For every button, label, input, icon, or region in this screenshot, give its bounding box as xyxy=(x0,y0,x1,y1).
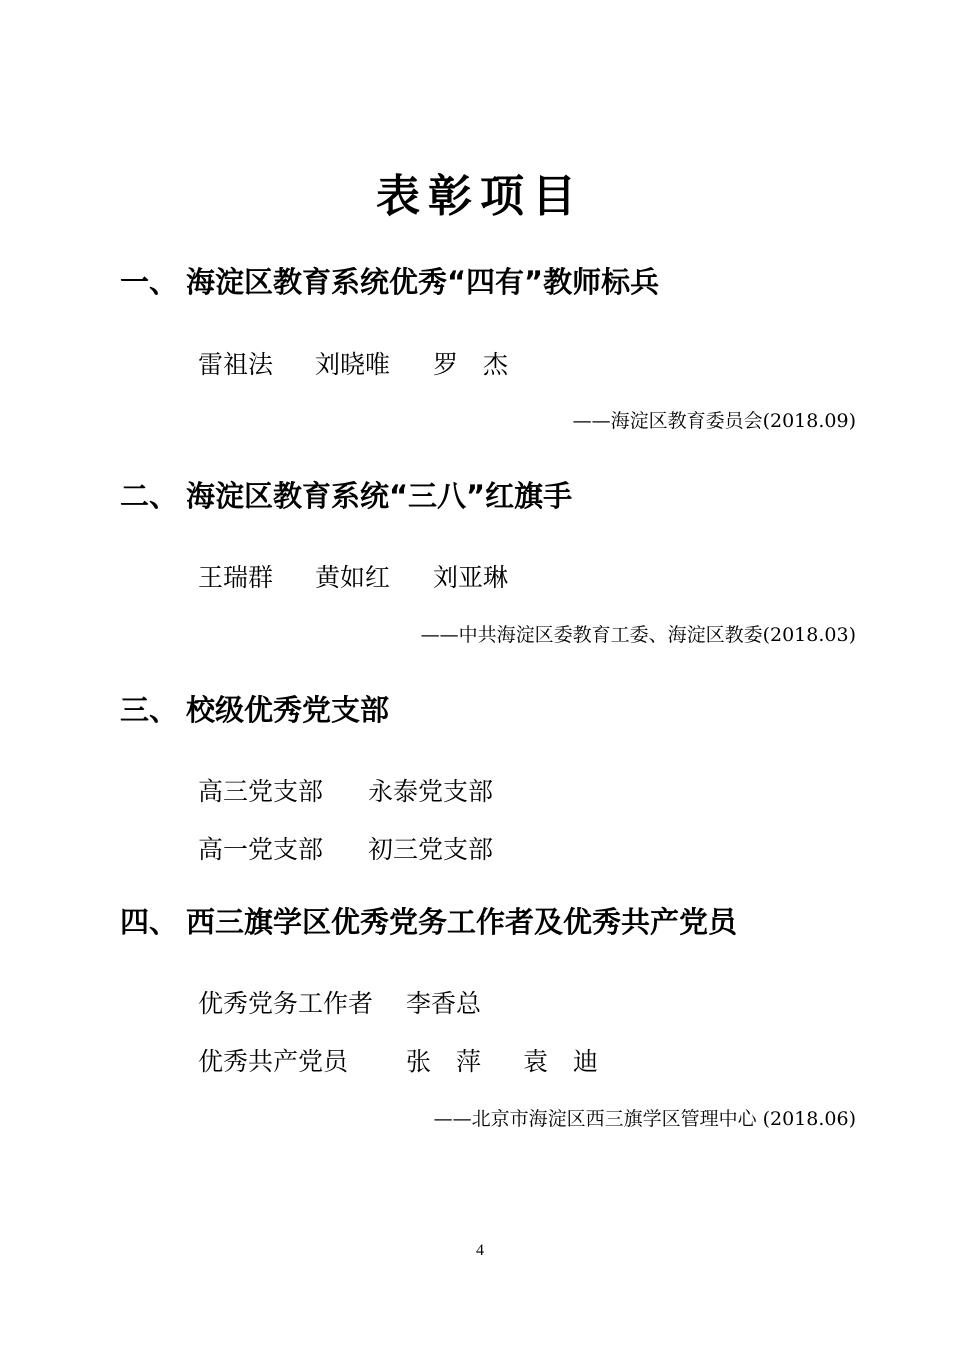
name-row xyxy=(198,1042,598,1078)
awardee-name: 张 萍 xyxy=(406,1047,482,1076)
name-row xyxy=(198,984,481,1020)
section-number: 一、 xyxy=(120,265,179,299)
name-row xyxy=(198,772,493,808)
section-title: 校级优秀党支部 xyxy=(186,693,390,727)
awardee-name: 袁 迪 xyxy=(523,1047,599,1076)
section-number: 二、 xyxy=(120,479,179,513)
page-title: 表彰项目 xyxy=(376,171,584,222)
awardee-name: 刘亚琳 xyxy=(433,563,509,592)
issuer-line: ——海淀区教育委员会(2018.09) xyxy=(572,410,856,432)
name-row xyxy=(198,558,508,594)
issuer-line: ——中共海淀区委教育工委、海淀区教委(2018.03) xyxy=(420,624,856,646)
section-title: 海淀区教育系统“三八”红旗手 xyxy=(186,479,573,513)
awardee-name: 黄如红 xyxy=(315,563,391,592)
section-title: 海淀区教育系统优秀“四有”教师标兵 xyxy=(186,265,660,299)
branch-name: 初三党支部 xyxy=(368,835,494,864)
page-number: 4 xyxy=(476,1242,484,1259)
section-title: 西三旗学区优秀党务工作者及优秀共产党员 xyxy=(186,905,738,939)
branch-name: 高三党支部 xyxy=(198,777,324,806)
section-heading xyxy=(120,260,659,301)
awardee-name: 雷祖法 xyxy=(198,350,274,379)
awardee-name: 王瑞群 xyxy=(198,563,274,592)
section-heading xyxy=(120,474,572,515)
name-row xyxy=(198,345,508,381)
branch-name: 高一党支部 xyxy=(198,835,324,864)
award-category: 优秀共产党员 xyxy=(198,1047,349,1076)
section-number: 四、 xyxy=(120,905,179,939)
issuer-line: ——北京市海淀区西三旗学区管理中心 (2018.06) xyxy=(433,1108,856,1130)
section-heading xyxy=(120,900,737,941)
awardee-name: 李香总 xyxy=(406,989,482,1018)
section-heading xyxy=(120,688,389,729)
section-number: 三、 xyxy=(120,693,179,727)
awardee-name: 罗 杰 xyxy=(433,350,509,379)
name-row xyxy=(198,830,493,866)
branch-name: 永泰党支部 xyxy=(368,777,494,806)
award-category: 优秀党务工作者 xyxy=(198,989,374,1018)
awardee-name: 刘晓唯 xyxy=(315,350,391,379)
